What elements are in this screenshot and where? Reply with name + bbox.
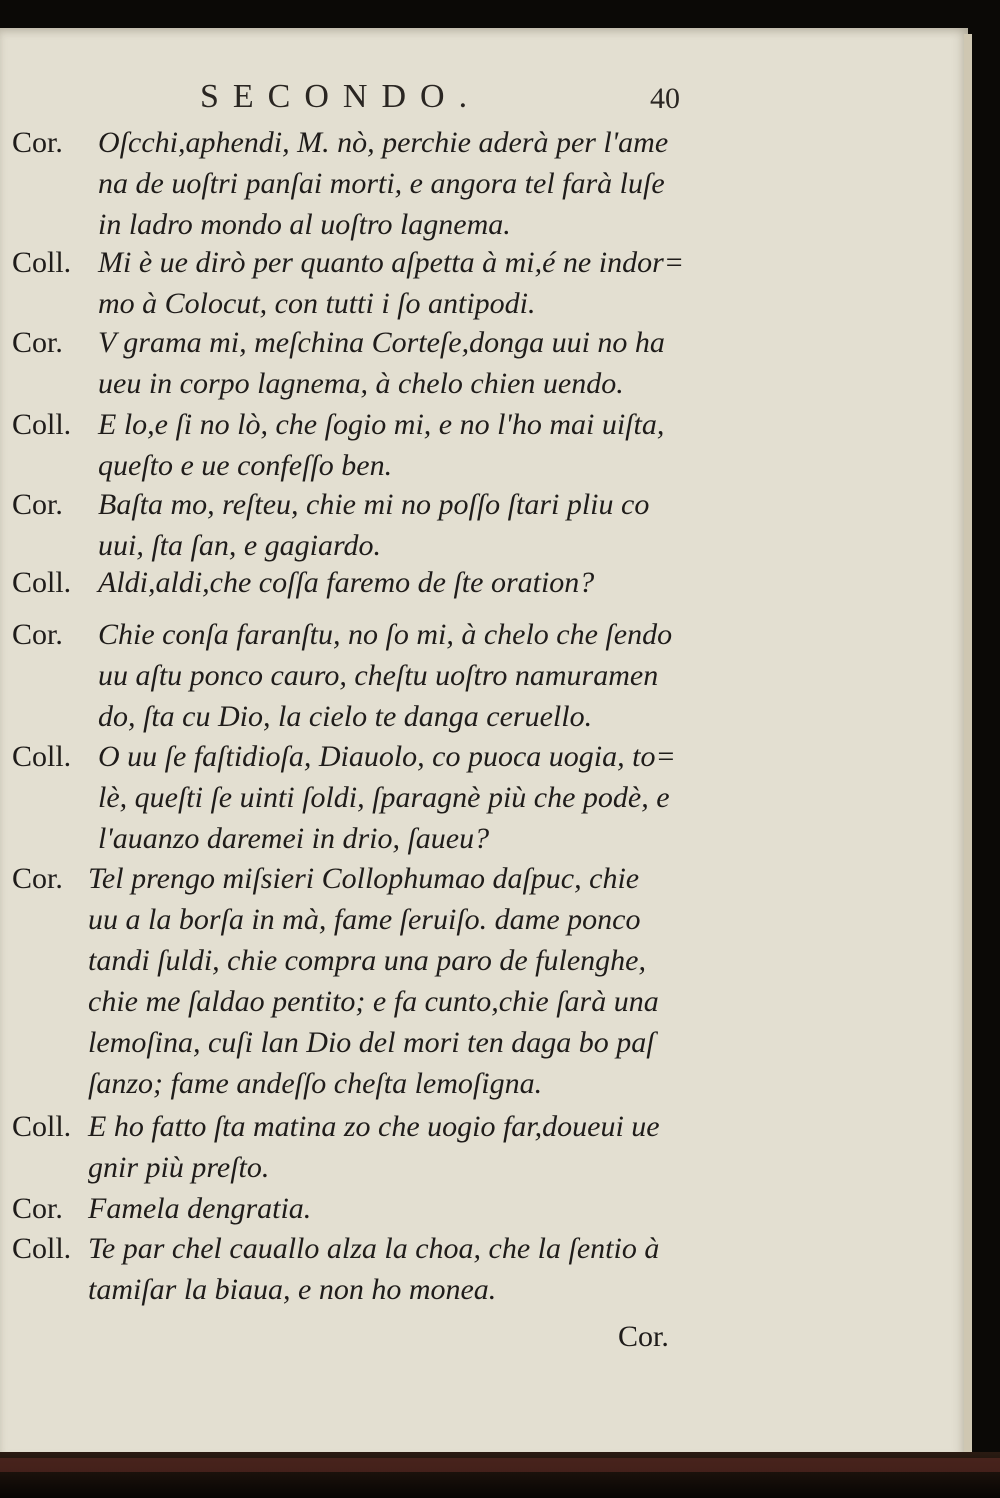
dialogue-line: uu a la borſa in mà, fame ſeruiſo. dame ponco (88, 903, 641, 936)
dialogue-line: in ladro mondo al uoſtro lagnema. (98, 208, 511, 241)
dialogue-line: uu aſtu ponco cauro, cheſtu uoſtro namuramen (98, 659, 659, 692)
speaker-label: Cor. (12, 618, 63, 651)
dialogue-line: tamiſar la biaua, e non ho monea. (88, 1273, 497, 1306)
speaker-label: Cor. (12, 326, 63, 359)
dialogue-line: lemoſina, cuſi lan Dio del mori ten daga bo paſ (88, 1026, 655, 1059)
dialogue-line: V grama mi, meſchina Corteſe,donga uui no ha (98, 326, 665, 359)
dialogue-line: Te par chel cauallo alza la choa, che la ſentio à (88, 1232, 660, 1265)
page-number: 40 (650, 82, 680, 115)
dialogue-line: Famela dengratia. (88, 1192, 312, 1225)
dialogue-line: E lo,e ſi no lò, che ſogio mi, e no l'ho mai uiſta, (98, 408, 665, 441)
running-head: SECONDO. (200, 78, 482, 115)
speaker-label: Coll. (12, 740, 72, 773)
speaker-label: Coll. (12, 408, 72, 441)
dialogue-line: l'auanzo daremei in drio, ſaueu? (98, 822, 490, 855)
dialogue-line: ueu in corpo lagnema, à chelo chien uendo. (98, 367, 624, 400)
catchword: Cor. (618, 1320, 669, 1353)
dialogue-line: Chie conſa faranſtu, no ſo mi, à chelo che ſendo (98, 618, 673, 651)
scan-border (0, 1452, 1000, 1498)
speaker-label: Coll. (12, 1110, 72, 1143)
dialogue-line: do, ſta cu Dio, la cielo te danga ceruello. (98, 700, 593, 733)
dialogue-line: tandi ſuldi, chie compra una paro de fulenghe, (88, 944, 646, 977)
dialogue-line: queſto e ue confeſſo ben. (98, 449, 393, 482)
dialogue-line: lè, queſti ſe uinti ſoldi, ſparagnè più che podè, e (98, 781, 670, 814)
dialogue-line: chie me ſaldao pentito; e fa cunto,chie ſarà una (88, 985, 659, 1018)
dialogue-line: uui, ſta ſan, e gagiardo. (98, 529, 382, 562)
dialogue-line: Baſta mo, reſteu, chie mi no poſſo ſtari pliu co (98, 488, 650, 521)
dialogue-line: Tel prengo miſsieri Collophumao daſpuc, chie (88, 862, 640, 895)
dialogue-line: E ho fatto ſta matina zo che uogio far,doueui ue (88, 1110, 660, 1143)
speaker-label: Cor. (12, 862, 63, 895)
dialogue-line: ſanzo; fame andeſſo cheſta lemoſigna. (88, 1067, 543, 1100)
speaker-label: Cor. (12, 1192, 63, 1225)
speaker-label: Cor. (12, 126, 63, 159)
speaker-label: Cor. (12, 488, 63, 521)
dialogue-line: O uu ſe faſtidioſa, Diauolo, co puoca uogia, to= (98, 740, 676, 773)
dialogue-line: Mi è ue dirò per quanto aſpetta à mi,é ne indor= (98, 246, 684, 279)
dialogue-line: Aldi,aldi,che coſſa faremo de ſte oration? (98, 566, 595, 599)
speaker-label: Coll. (12, 246, 72, 279)
dialogue-line: na de uoſtri panſai morti, e angora tel farà luſe (98, 167, 665, 200)
dialogue-line: gnir più preſto. (88, 1151, 270, 1184)
dialogue-line: Oſcchi,aphendi, M. nò, perchie aderà per l'ame (98, 126, 669, 159)
dialogue-line: mo à Colocut, con tutti i ſo antipodi. (98, 287, 536, 320)
speaker-label: Coll. (12, 1232, 72, 1265)
speaker-label: Coll. (12, 566, 72, 599)
